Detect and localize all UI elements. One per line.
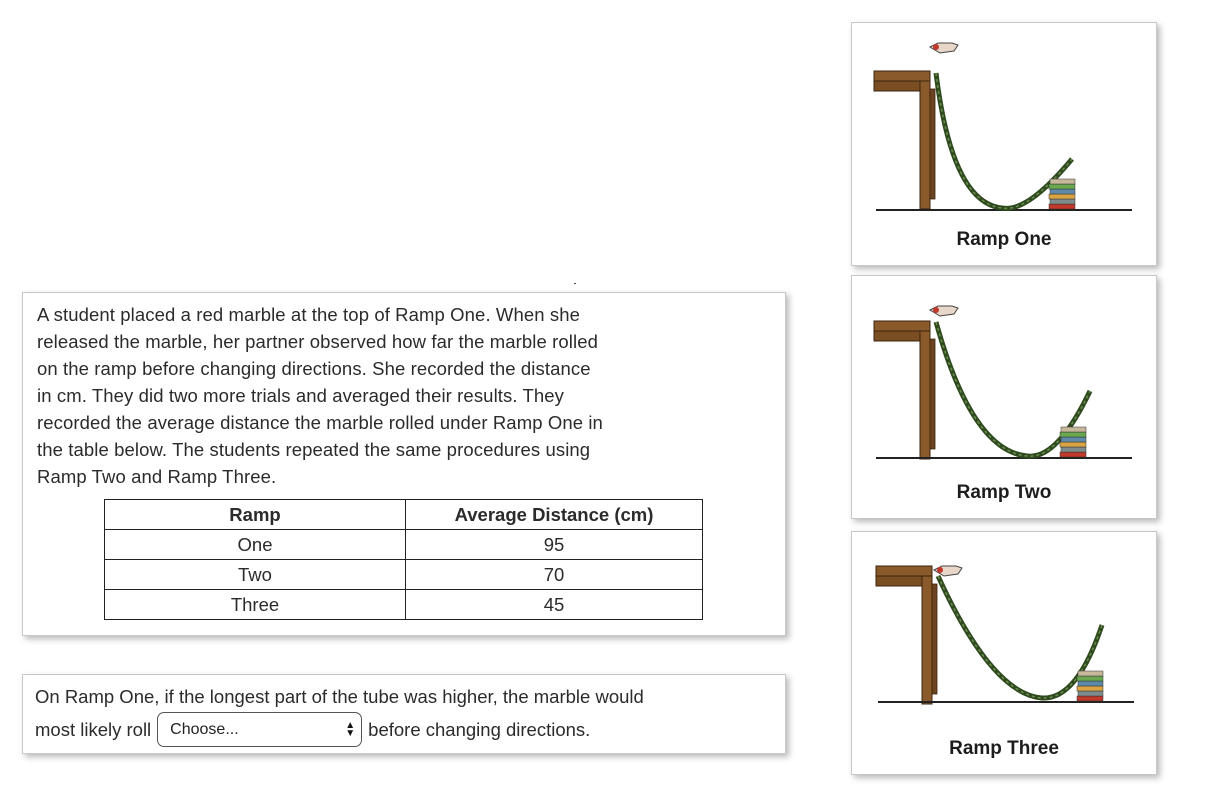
question-card — [22, 674, 786, 754]
dropdown-value: Choose... — [170, 721, 239, 738]
passage-line: the table below. The students repeated the same procedures using — [37, 439, 591, 460]
divider-mark — [574, 283, 576, 284]
table-row — [105, 530, 703, 560]
ramp-one-label: Ramp One — [956, 229, 1052, 250]
ramp-one-illustration — [852, 23, 1158, 223]
ramp-one-card — [851, 22, 1157, 266]
dropdown-arrows-icon: ▲ ▼ — [345, 719, 356, 739]
table-row — [105, 590, 703, 620]
ramp-two-label: Ramp Two — [956, 482, 1052, 503]
table-cell-distance: 70 — [406, 560, 703, 590]
distance-table — [104, 499, 703, 620]
table-cell-ramp: Two — [105, 560, 406, 590]
ramp-three-illustration — [852, 532, 1158, 732]
passage-line: recorded the average distance the marble rolled under Ramp One in — [37, 412, 603, 433]
column-header-ramp: Ramp — [105, 500, 406, 530]
table-cell-ramp: One — [105, 530, 406, 560]
ramp-three-label: Ramp Three — [949, 738, 1059, 759]
table-header-row — [105, 500, 703, 530]
passage-line: on the ramp before changing directions. She recorded the distance — [37, 358, 591, 379]
column-header-distance: Average Distance (cm) — [406, 500, 703, 530]
question-text-after: before changing directions. — [368, 719, 591, 740]
question-line-2 — [35, 712, 773, 747]
ramp-two-card — [851, 275, 1157, 519]
passage-card — [22, 292, 786, 636]
question-line-1: On Ramp One, if the longest part of the tube was higher, the marble would — [35, 686, 644, 707]
passage-line: in cm. They did two more trials and averaged their results. They — [37, 385, 565, 406]
question-text-before: most likely roll — [35, 719, 152, 740]
ramp-three-card — [851, 531, 1157, 775]
passage-line: A student placed a red marble at the top of Ramp One. When she — [37, 304, 581, 325]
passage-line: Ramp Two and Ramp Three. — [37, 466, 277, 487]
passage-text — [37, 301, 771, 490]
distance-dropdown[interactable] — [157, 712, 362, 747]
table-cell-ramp: Three — [105, 590, 406, 620]
ramp-two-illustration — [852, 276, 1158, 476]
table-row — [105, 560, 703, 590]
passage-line: released the marble, her partner observed how far the marble rolled — [37, 331, 598, 352]
table-cell-distance: 45 — [406, 590, 703, 620]
table-cell-distance: 95 — [406, 530, 703, 560]
